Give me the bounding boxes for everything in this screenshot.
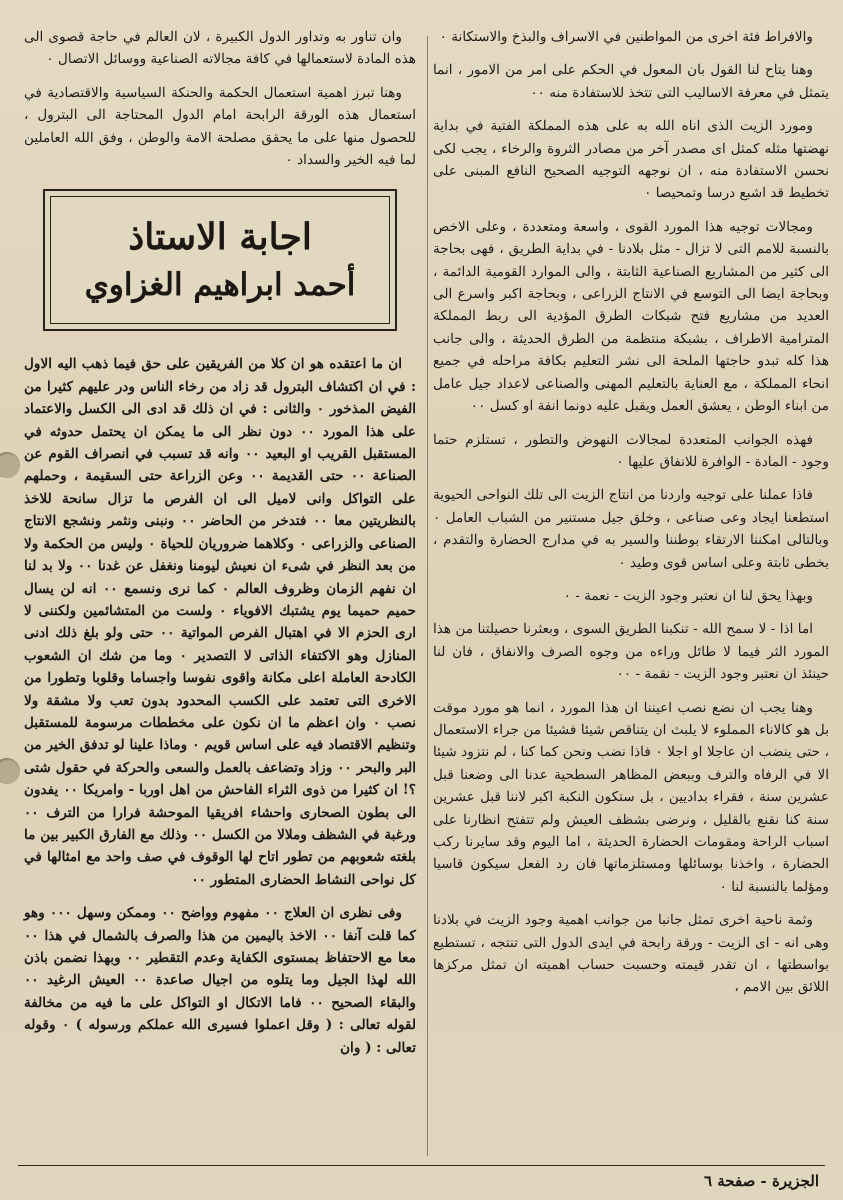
paragraph: اما اذا - لا سمح الله - تنكبنا الطريق السوى ، وبعثرنا حصيلتنا من هذا المورد الثر فيما لا طائل وراءه من وجوه الصرف والانفاق ، فان لنا حينئذ ان نعتبر وجود الزيت - نقمة - ٠٠ (433, 621, 829, 683)
article-intro (24, 26, 416, 171)
punch-hole (0, 452, 20, 478)
author-name: أحمد ابراهيم الغزاوي (84, 267, 356, 304)
paragraph: ان ما اعتقده هو ان كلا من الفريقين على حق فيما ذهب اليه الاول : في ان اكتشاف البترول قد زاد من رخاء الناس ودر عليهم كثيرا من الفيض المذخور ٠ والثانى : في ان ذلك قد ادى الى الكسل والاعتماد على هذا المورد ٠٠ دون نظر الى ما يمكن ان يحتمل حدوثه في المستقبل القريب او البعيد ٠٠ وانه قد تسبب في انصراف القوم عن الصناعة ٠٠ حتى القديمة ٠٠ وعن الزراعة حتى السقيمة ، وحملهم على التواكل وانى لاميل الى ان الفرص ما تزال سانحة للاخذ بالنظريتين معا ٠٠ فتدخر من الحاضر ٠٠ ونبنى ونثمر ونشجع الانتاج الصناعى والزراعى ٠ وكلاهما ضروريان للحياة ٠ وليس من الحكمة ولا من بعد النظر في شىء ان نعيش ليومنا ونغفل عن غدنا ٠٠ ولا بد لنا ان نفهم الزمان وظروف العالم ٠ كما نرى ونسمع ٠٠ انه لن يسال حميم حميما يوم يشتبك الافوياء ٠ ولست من المتشائمين ولكننى لا ارى الحزم الا في اهتبال الفرص المواتية ٠٠ حتى ولو بلغ ذلك ادنى المنازل وهو الاكتفاء الذاتى لا التصدير ٠ وما من شك ان الشعوب الكادحة العاملة اعلى مكانة واقوى نفوسا واجساما وقلوبا وتطورا من الاخرى التى تعتمد على الكسب المحدود بدون تعب ولا مشقة ولا نصب ٠ وان اعظم ما ان نكون على مخططات مرسومة للمستقبل وتنظيم الاقتصاد فيه على اساس قويم ٠ وماذا علينا لو تدفق الخير من البر والبحر ٠٠ وزاد وتضاعف بالعمل والسعى والحركة في حقول شتى ؟! ان كثيرا من ذوى الثراء الفاحش من اهل اوربا - وامريكا ٠٠ يفدون الى بطون الصحارى واحشاء افريقيا الموحشة فرارا من الترف ٠٠ ورغبة في الشظف وملالا من الكسل ٠٠ وذلك مع الفارق الكبير بين ما بلغته شعوبهم من تطور اتاح لها الوقوف في صف واحد مع امثالها في كل نواحى النشاط الحضارى المتطور ٠٠ (24, 356, 417, 888)
page-footer: الجزيرة - صفحة ٦ (703, 1172, 819, 1190)
paragraph: وان تناور به وتداور الدول الكبيرة ، لان العالم في حاجة قصوى الى هذه المادة لاستعمالها في كافة مجالاته الصناعية ووسائل الاتصال ٠ (24, 29, 416, 68)
article-header-title: اجابة الاستاذ (128, 216, 312, 259)
paragraph: وهنا يتاح لنا القول بان المعول في الحكم على امر من الامور ، انما يتمثل في معرفة الاساليب التى تتخذ للاستفادة منه ٠٠ (433, 62, 829, 101)
right-column (433, 26, 829, 1010)
paragraph: ومورد الزيت الذى اناه الله به على هذه المملكة الفتية في بداية نهضتها مثله كمثل اى مصدر آخر من مصادر الثروة والرخاء ، يجب لكى نحسن الاستفادة منه ، ان نوجهه التوجيه الصحيح النافع المبنى على تخطيط قد اشبع درسا وتمحيصا ٠ (433, 118, 829, 202)
footer-rule (18, 1165, 825, 1166)
article-body (24, 353, 416, 1059)
article-header-box (43, 189, 397, 331)
paragraph: وفى نظرى ان العلاج ٠٠ مفهوم وواضح ٠٠ وممكن وسهل ٠٠٠ وهو كما قلت آنفا ٠٠ الاخذ باليمين من هذا والصرف بالشمال في هذا ٠٠ معا مع الاحتفاظ بمستوى الكفاية وعدم التقطير ٠٠ وبهذا نضمن باذن الله لهذا الجيل وما يتلوه من اجيال صاعدة ٠٠ العيش الرغيد ٠٠ والبقاء الصحيح ٠٠ فاما الاتكال او التواكل على ما فيه من مخالفة لقوله تعالى : ( وقل اعملوا فسيرى الله عملكم ورسوله ) ٠ وقوله تعالى : ( وان (24, 905, 417, 1056)
paragraph: فهذه الجوانب المتعددة لمجالات النهوض والتطور ، تستلزم حتما وجود - المادة - الوافرة للانفاق عليها ٠ (433, 431, 829, 470)
paragraph: ومجالات توجيه هذا المورد القوى ، واسعة ومتعددة ، وعلى الاخص بالنسبة للامم التى لا تزال - مثل بلادنا - في بداية الطريق ، فهى بحاجة الى كثير من المشاريع الصناعية الثابتة ، والى الموارد القومية الدائمة ، وبحاجة ايضا الى التوسع في الانتاج الزراعى ، وبحاجة اكبر واسرع الى العديد من مشاريع فتح شبكات الطرق المؤدية الى ربط المملكة المترامية الاطراف ، بشبكة منتظمة من الطرق الحديثة ، والى جانب هذا كله تبدو حاجتها الملحة الى نشر التعليم بكافة مراحله في جميع انحاء المملكة ، مع العناية بالتعليم المهنى والصناعى لاعداد جيل عامل من ابناء الوطن ، يعشق العمل ويقبل عليه دونما انفة او كسل ٠٠ (433, 218, 829, 415)
paragraph: فاذا عملنا على توجيه واردنا من انتاج الزيت الى تلك النواحى الحيوية استطعنا ايجاد وعى صناعى ، وخلق جيل مستنير من الشباب العامل ٠ وبالتالى امكننا الارتقاء بوطننا والسير به في مدارج الحضارة والتقدم ، بخطى ثابتة وعلى اساس قوى وطيد ٠ (433, 487, 829, 571)
left-column (24, 26, 416, 1070)
paragraph: وهنا يجب ان نضع نصب اعيننا ان هذا المورد ، انما هو مورد موقت بل هو كالاناء المملوء لا يلبث ان يتناقص شيئا فشيئا من جراء الاستعمال ، حتى ينضب ان عاجلا او اجلا ٠ فاذا نضب ونحن كما كنا ، لم نتزود شيئا الا في الرفاه والترف وببعض المظاهر السطحية عدنا الى وضعنا قبل عشرين سنة ، فقراء بداديين ، بل ستكون النكبة اكبر لاننا قبل عشرين سنة كنا نقنع بالقليل ، ونرضى بشظف العيش ولم تتفتح انظارنا على اسباب الراحة ومقومات الحضارة الحديثة ، اما اليوم وقد سايرنا ركب الحضارة ، واخذنا بوسائلها ومستلزماتها فان رد الفعل سيكون قاسيا ومؤلما بالنسبة لنا ٠ (433, 699, 829, 895)
paragraph: وهنا تبرز اهمية استعمال الحكمة والحنكة السياسية والاقتصادية في استعمال هذه الورقة الرابحة امام الدول المحتاجة الى البترول ، للحصول منها على ما يحقق مصلحة الامة والوطن ، وفق الله العاملين لما فيه الخير والسداد ٠ (24, 84, 416, 169)
paragraph: وثمة ناحية اخرى تمثل جانبا من جوانب اهمية وجود الزيت في بلادنا وهى انه - اى الزيت - ورقة رابحة في ايدى الدول التى تنتجه ، تستطيع بواسطتها ، ان تقدر قيمته وحسبت حساب اهميته ان تمثل مركزها اللائق بين الامم ، (433, 912, 829, 996)
paragraph: وبهذا يحق لنا ان نعتبر وجود الزيت - نعمة - ٠ (563, 587, 813, 604)
paragraph: والافراط فئة اخرى من المواطنين في الاسراف والبذخ والاستكانة ٠ (439, 29, 813, 45)
punch-hole (0, 758, 20, 784)
column-divider (427, 36, 428, 1156)
